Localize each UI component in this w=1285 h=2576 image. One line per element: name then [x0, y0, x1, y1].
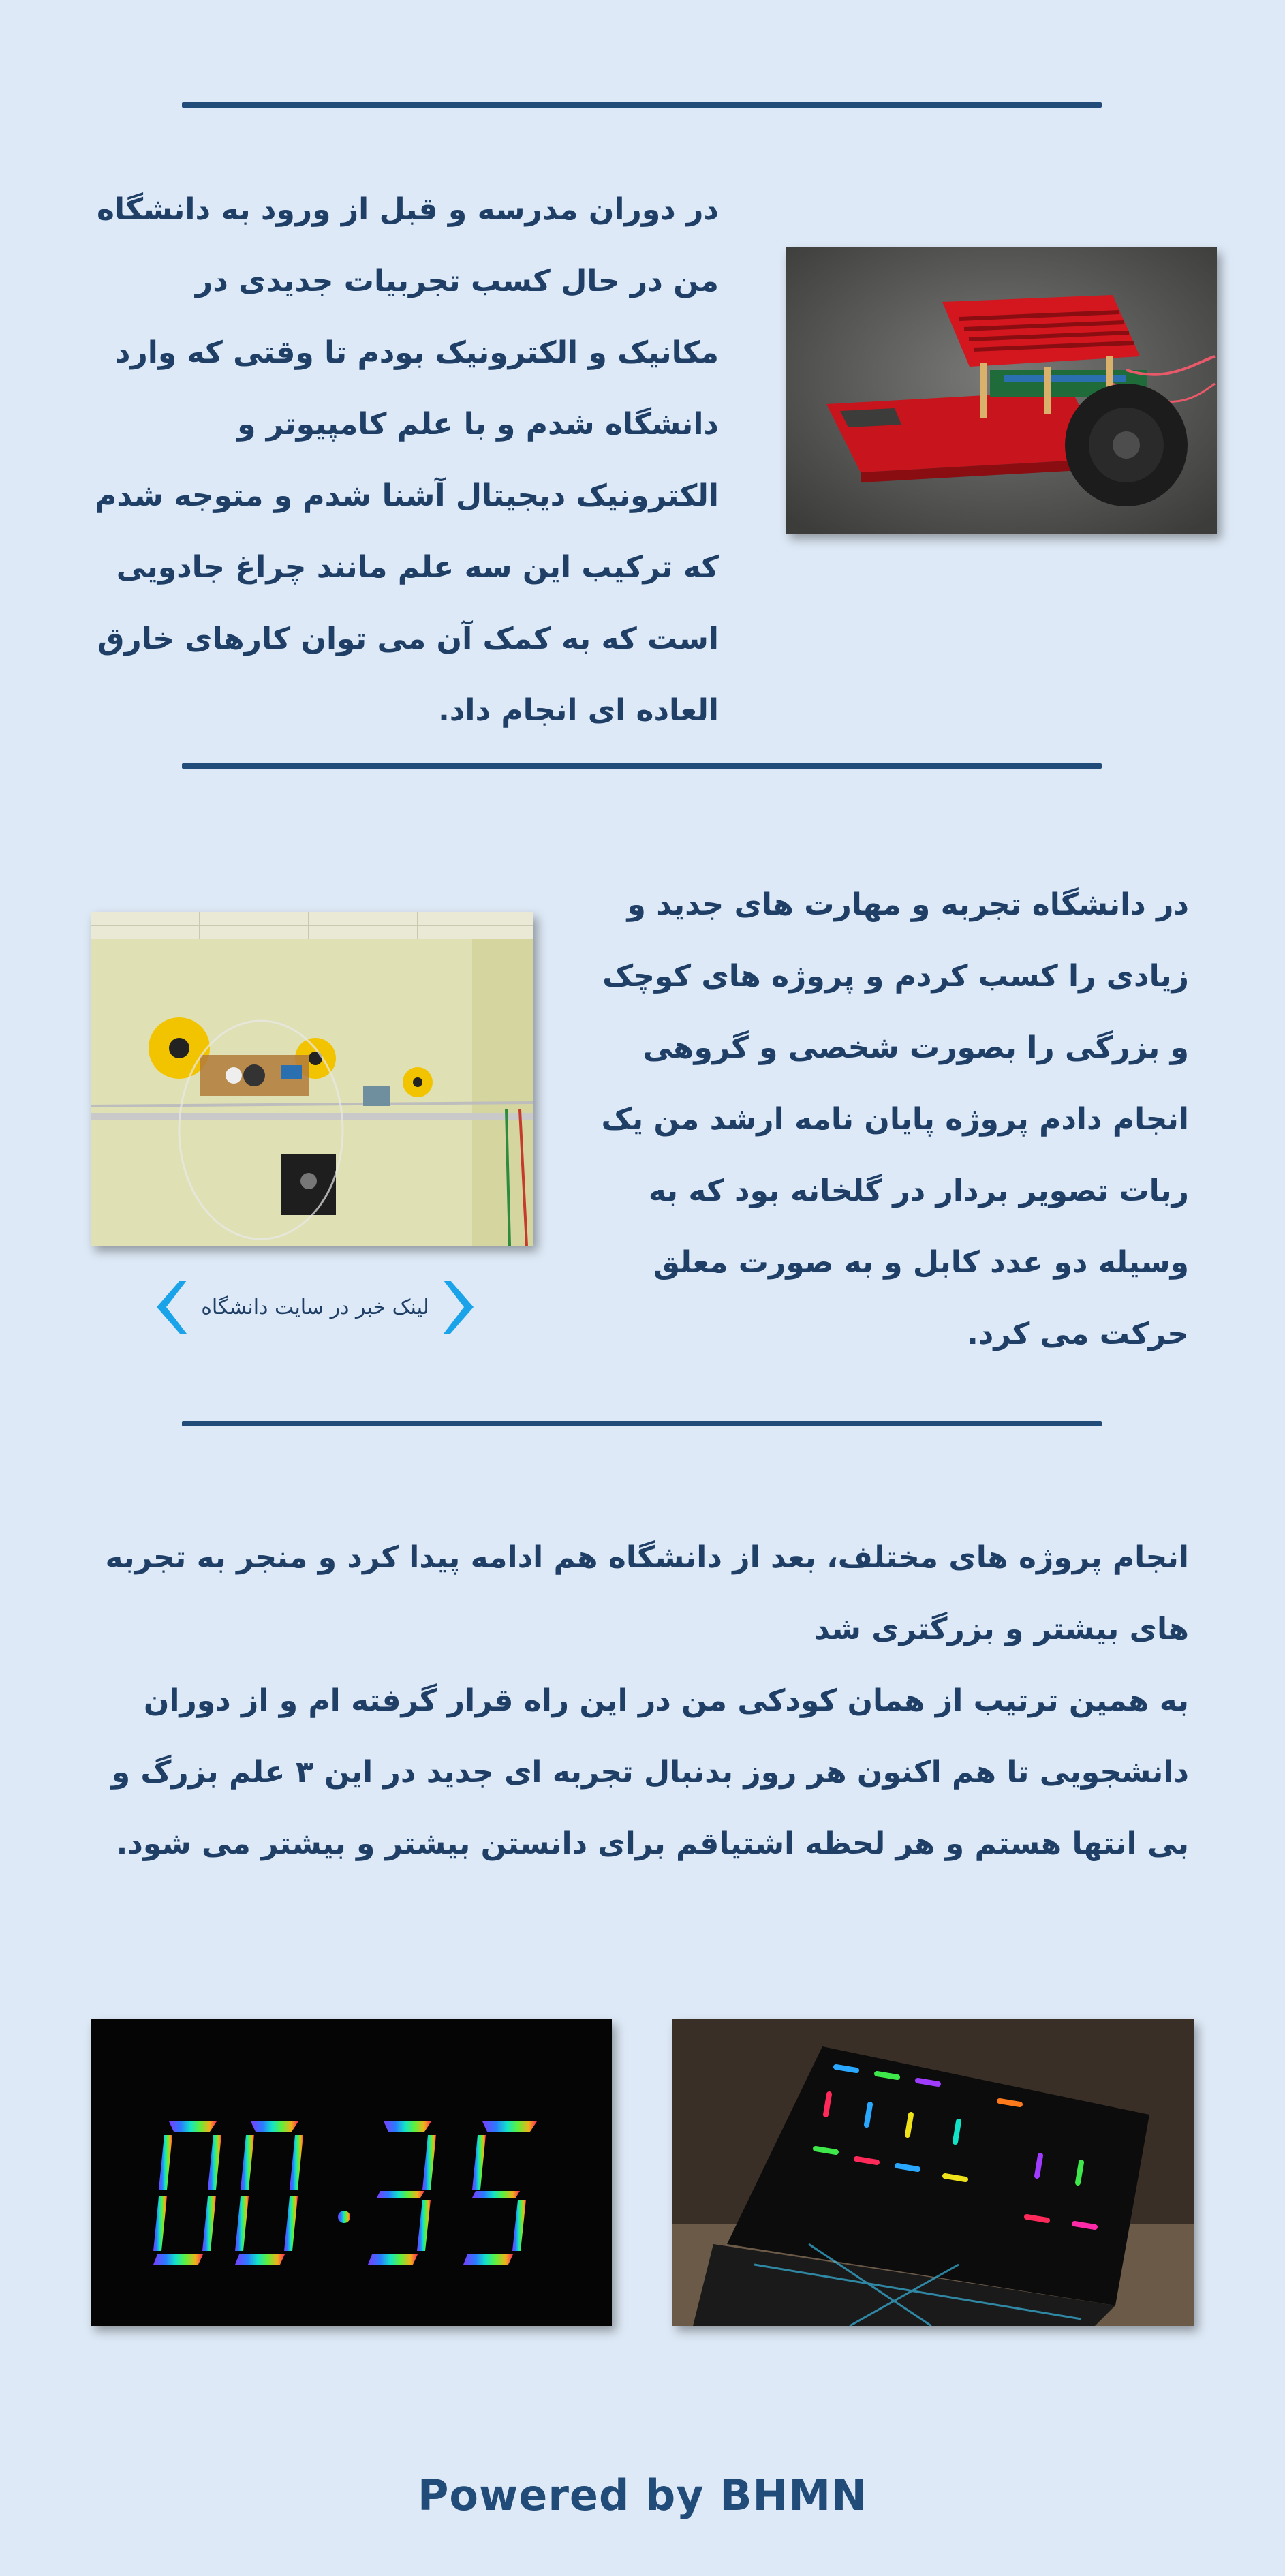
cable-robot-photo [91, 912, 533, 1246]
projects-text-1: انجام پروژه های مختلف، بعد از دانشگاه هم ادامه پیدا کرد و منجر به تجربه های بیشتر و بزرگتری شد [105, 1540, 1189, 1646]
university-text: در دانشگاه تجربه و مهارت های جدید و زیادی را کسب کردم و پروژه های کوچک و بزرگی را بصورت شخصی و گروهی انجام دادم پروژه پایان نامه ارشد من یک ربات تصویر بردار در گلخانه بود که به وسیله دو عدد کابل و به صورت معلق حرکت می کرد. [601, 887, 1189, 1351]
university-paragraph [576, 869, 1189, 1370]
powered-by-footer: Powered by BHMN [417, 2470, 868, 2520]
projects-paragraph [102, 1522, 1189, 1880]
divider-middle [182, 763, 1102, 769]
intro-paragraph [89, 174, 719, 746]
news-link-label[interactable]: لینک خبر در سایت دانشگاه [201, 1295, 429, 1319]
projects-text-2: به همین ترتیب از همان کودکی من در این راه قرار گرفته ام و از دوران دانشجویی تا هم اکنون هر روز بدنبال تجربه ای جدید در این ۳ علم بزرگ و بی انتها هستم و هر لحظه اشتیاقم برای دانستن بیشتر و بیشتر می شود. [111, 1683, 1189, 1861]
intro-text: در دوران مدرسه و قبل از ورود به دانشگاه من در حال کسب تجربیات جدیدی در مکانیک و الکترونیک بودم تا وقتی که وارد دانشگاه شدم و با علم کامپیوتر و الکترونیک دیجیتال آشنا شدم و متوجه شدم که ترکیب این سه علم مانند چراغ جادویی است که به کمک آن می توان کارهای خارق العاده ای انجام داد. [95, 192, 719, 728]
university-news-link[interactable] [157, 1280, 474, 1334]
led-matrix-board-photo [672, 2019, 1194, 2326]
chevron-left-icon [157, 1281, 187, 1334]
divider-top [182, 102, 1102, 108]
red-robot-car-photo [786, 247, 1217, 534]
divider-bottom [182, 1421, 1102, 1426]
chevron-right-icon [444, 1281, 474, 1334]
rainbow-led-clock-photo [91, 2019, 612, 2326]
